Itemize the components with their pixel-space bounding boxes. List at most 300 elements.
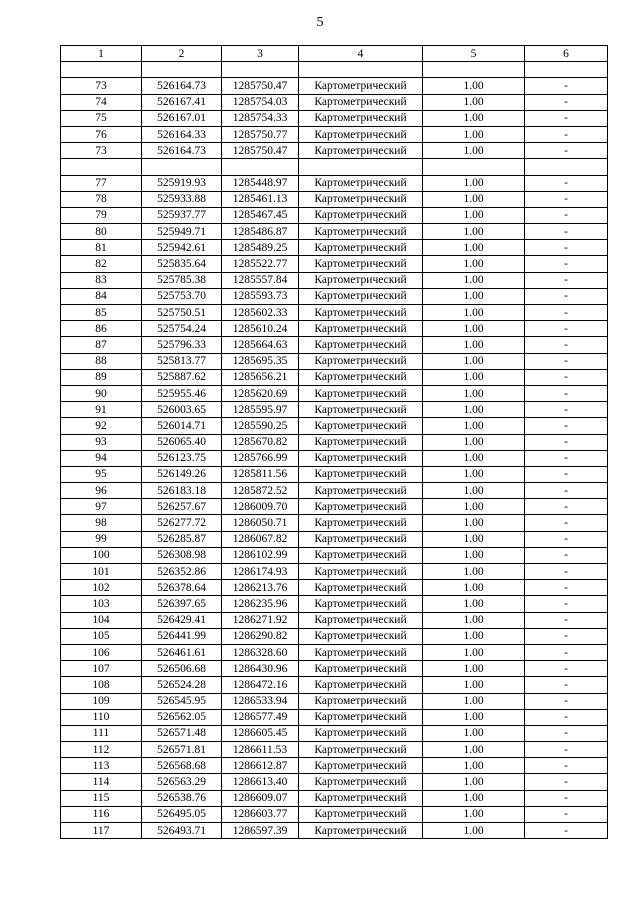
method-cell [299,159,423,175]
point-number-cell: 92 [61,418,142,434]
note-cell [525,159,608,175]
note-cell: - [525,256,608,272]
x-coordinate-cell: 526495.05 [142,806,222,822]
point-number-cell: 84 [61,288,142,304]
note-cell [525,62,608,78]
method-cell: Картометрический [299,434,423,450]
method-cell: Картометрический [299,790,423,806]
accuracy-cell: 1.00 [423,418,525,434]
accuracy-cell: 1.00 [423,385,525,401]
method-cell: Картометрический [299,742,423,758]
x-coordinate-cell: 526563.29 [142,774,222,790]
table-row [61,78,608,94]
y-coordinate-cell: 1285766.99 [222,450,299,466]
note-cell: - [525,143,608,159]
method-cell: Картометрический [299,709,423,725]
accuracy-cell: 1.00 [423,94,525,110]
y-coordinate-cell: 1286577.49 [222,709,299,725]
y-coordinate-cell: 1286609.07 [222,790,299,806]
y-coordinate-cell: 1285664.63 [222,337,299,353]
y-coordinate-cell [222,159,299,175]
header-cell: 6 [525,46,608,62]
table-row [61,191,608,207]
note-cell: - [525,272,608,288]
point-number-cell: 78 [61,191,142,207]
note-cell: - [525,434,608,450]
point-number-cell: 86 [61,321,142,337]
x-coordinate-cell: 526493.71 [142,823,222,839]
y-coordinate-cell: 1286613.40 [222,774,299,790]
method-cell: Картометрический [299,693,423,709]
point-number-cell: 94 [61,450,142,466]
note-cell: - [525,564,608,580]
table-row [61,256,608,272]
note-cell: - [525,78,608,94]
accuracy-cell: 1.00 [423,790,525,806]
y-coordinate-cell: 1286597.39 [222,823,299,839]
table-row [61,94,608,110]
note-cell: - [525,402,608,418]
note-cell: - [525,531,608,547]
point-number-cell: 76 [61,126,142,142]
table-row [61,547,608,563]
accuracy-cell: 1.00 [423,143,525,159]
method-cell: Картометрический [299,483,423,499]
note-cell: - [525,385,608,401]
x-coordinate-cell: 526571.48 [142,725,222,741]
y-coordinate-cell [222,62,299,78]
y-coordinate-cell: 1285872.52 [222,483,299,499]
table-row [61,321,608,337]
table-header-row [61,46,608,62]
accuracy-cell: 1.00 [423,207,525,223]
x-coordinate-cell: 525955.46 [142,385,222,401]
accuracy-cell: 1.00 [423,774,525,790]
y-coordinate-cell: 1285522.77 [222,256,299,272]
note-cell: - [525,758,608,774]
point-number-cell: 112 [61,742,142,758]
x-coordinate-cell: 526538.76 [142,790,222,806]
method-cell: Картометрический [299,806,423,822]
note-cell: - [525,126,608,142]
x-coordinate-cell: 526167.01 [142,110,222,126]
accuracy-cell: 1.00 [423,742,525,758]
y-coordinate-cell: 1285602.33 [222,305,299,321]
accuracy-cell: 1.00 [423,110,525,126]
y-coordinate-cell: 1286067.82 [222,531,299,547]
x-coordinate-cell: 526568.68 [142,758,222,774]
accuracy-cell: 1.00 [423,644,525,660]
x-coordinate-cell: 526308.98 [142,547,222,563]
point-number-cell: 109 [61,693,142,709]
method-cell: Картометрический [299,661,423,677]
y-coordinate-cell: 1285610.24 [222,321,299,337]
method-cell: Картометрический [299,450,423,466]
note-cell: - [525,110,608,126]
accuracy-cell: 1.00 [423,596,525,612]
table-row [61,580,608,596]
y-coordinate-cell: 1286290.82 [222,628,299,644]
point-number-cell: 90 [61,385,142,401]
table-row [61,564,608,580]
accuracy-cell: 1.00 [423,564,525,580]
point-number-cell: 97 [61,499,142,515]
x-coordinate-cell: 525933.88 [142,191,222,207]
method-cell: Картометрический [299,612,423,628]
y-coordinate-cell: 1286328.60 [222,644,299,660]
note-cell: - [525,450,608,466]
method-cell: Картометрический [299,499,423,515]
x-coordinate-cell: 526164.73 [142,78,222,94]
point-number-cell: 73 [61,143,142,159]
x-coordinate-cell: 526397.65 [142,596,222,612]
point-number-cell: 82 [61,256,142,272]
y-coordinate-cell: 1286102.99 [222,547,299,563]
table-row [61,790,608,806]
accuracy-cell: 1.00 [423,531,525,547]
method-cell: Картометрический [299,531,423,547]
method-cell: Картометрический [299,110,423,126]
y-coordinate-cell: 1285461.13 [222,191,299,207]
point-number-cell: 80 [61,224,142,240]
point-number-cell: 83 [61,272,142,288]
accuracy-cell [423,62,525,78]
y-coordinate-cell: 1286533.94 [222,693,299,709]
note-cell: - [525,369,608,385]
x-coordinate-cell: 526123.75 [142,450,222,466]
method-cell: Картометрический [299,240,423,256]
point-number-cell: 102 [61,580,142,596]
x-coordinate-cell: 526571.81 [142,742,222,758]
accuracy-cell: 1.00 [423,369,525,385]
point-number-cell: 117 [61,823,142,839]
accuracy-cell: 1.00 [423,823,525,839]
table-row [61,531,608,547]
point-number-cell: 88 [61,353,142,369]
note-cell: - [525,499,608,515]
header-cell: 3 [222,46,299,62]
x-coordinate-cell: 526429.41 [142,612,222,628]
accuracy-cell: 1.00 [423,402,525,418]
page-number: 5 [316,15,324,30]
accuracy-cell: 1.00 [423,466,525,482]
accuracy-cell: 1.00 [423,725,525,741]
note-cell: - [525,240,608,256]
x-coordinate-cell: 526461.61 [142,644,222,660]
table-row [61,385,608,401]
point-number-cell: 105 [61,628,142,644]
table-row [61,337,608,353]
accuracy-cell: 1.00 [423,677,525,693]
method-cell: Картометрический [299,175,423,191]
method-cell: Картометрический [299,353,423,369]
method-cell: Картометрический [299,823,423,839]
accuracy-cell: 1.00 [423,240,525,256]
table-row [61,709,608,725]
point-number-cell [61,159,142,175]
note-cell: - [525,612,608,628]
table-row [61,418,608,434]
table-row [61,693,608,709]
note-cell: - [525,693,608,709]
y-coordinate-cell: 1286050.71 [222,515,299,531]
table-row [61,466,608,482]
method-cell: Картометрический [299,515,423,531]
table-row [61,515,608,531]
table-row [61,159,608,175]
method-cell: Картометрический [299,126,423,142]
x-coordinate-cell: 526285.87 [142,531,222,547]
point-number-cell: 77 [61,175,142,191]
point-number-cell: 106 [61,644,142,660]
note-cell: - [525,644,608,660]
note-cell: - [525,580,608,596]
note-cell: - [525,742,608,758]
x-coordinate-cell: 525753.70 [142,288,222,304]
method-cell: Картометрический [299,628,423,644]
accuracy-cell [423,159,525,175]
table-row [61,175,608,191]
x-coordinate-cell: 526441.99 [142,628,222,644]
accuracy-cell: 1.00 [423,175,525,191]
note-cell: - [525,207,608,223]
y-coordinate-cell: 1285448.97 [222,175,299,191]
table-row [61,240,608,256]
table-row [61,774,608,790]
table-row [61,110,608,126]
table-row [61,644,608,660]
table-row [61,305,608,321]
x-coordinate-cell: 525835.64 [142,256,222,272]
accuracy-cell: 1.00 [423,191,525,207]
x-coordinate-cell: 525887.62 [142,369,222,385]
y-coordinate-cell: 1285750.47 [222,78,299,94]
point-number-cell: 116 [61,806,142,822]
point-number-cell: 75 [61,110,142,126]
point-number-cell: 100 [61,547,142,563]
table-row [61,353,608,369]
note-cell: - [525,774,608,790]
method-cell: Картометрический [299,191,423,207]
note-cell: - [525,661,608,677]
header-cell: 4 [299,46,423,62]
method-cell: Картометрический [299,305,423,321]
x-coordinate-cell: 525942.61 [142,240,222,256]
table-row [61,483,608,499]
point-number-cell: 115 [61,790,142,806]
y-coordinate-cell: 1285595.97 [222,402,299,418]
y-coordinate-cell: 1286235.96 [222,596,299,612]
x-coordinate-cell: 526164.73 [142,143,222,159]
y-coordinate-cell: 1285754.33 [222,110,299,126]
table-row [61,677,608,693]
method-cell: Картометрический [299,94,423,110]
table-row [61,402,608,418]
accuracy-cell: 1.00 [423,126,525,142]
method-cell: Картометрический [299,466,423,482]
y-coordinate-cell: 1285486.87 [222,224,299,240]
y-coordinate-cell: 1285590.25 [222,418,299,434]
note-cell: - [525,288,608,304]
method-cell: Картометрический [299,369,423,385]
note-cell: - [525,628,608,644]
header-cell: 1 [61,46,142,62]
point-number-cell [61,62,142,78]
y-coordinate-cell: 1286605.45 [222,725,299,741]
x-coordinate-cell: 526149.26 [142,466,222,482]
y-coordinate-cell: 1286611.53 [222,742,299,758]
accuracy-cell: 1.00 [423,337,525,353]
x-coordinate-cell: 525785.38 [142,272,222,288]
accuracy-cell: 1.00 [423,709,525,725]
point-number-cell: 96 [61,483,142,499]
accuracy-cell: 1.00 [423,321,525,337]
point-number-cell: 98 [61,515,142,531]
x-coordinate-cell: 526277.72 [142,515,222,531]
y-coordinate-cell: 1285750.77 [222,126,299,142]
accuracy-cell: 1.00 [423,483,525,499]
x-coordinate-cell: 526506.68 [142,661,222,677]
note-cell: - [525,596,608,612]
table-row [61,725,608,741]
accuracy-cell: 1.00 [423,806,525,822]
point-number-cell: 103 [61,596,142,612]
accuracy-cell: 1.00 [423,547,525,563]
method-cell: Картометрический [299,337,423,353]
x-coordinate-cell: 526257.67 [142,499,222,515]
table-row [61,661,608,677]
note-cell: - [525,790,608,806]
method-cell: Картометрический [299,564,423,580]
note-cell: - [525,677,608,693]
method-cell: Картометрический [299,256,423,272]
table-row [61,628,608,644]
method-cell: Картометрический [299,418,423,434]
x-coordinate-cell: 526524.28 [142,677,222,693]
x-coordinate-cell: 526562.05 [142,709,222,725]
accuracy-cell: 1.00 [423,272,525,288]
method-cell: Картометрический [299,725,423,741]
header-cell: 2 [142,46,222,62]
x-coordinate-cell: 526545.95 [142,693,222,709]
point-number-cell: 99 [61,531,142,547]
point-number-cell: 85 [61,305,142,321]
note-cell: - [525,224,608,240]
x-coordinate-cell: 525949.71 [142,224,222,240]
accuracy-cell: 1.00 [423,450,525,466]
note-cell: - [525,725,608,741]
note-cell: - [525,175,608,191]
point-number-cell: 74 [61,94,142,110]
y-coordinate-cell: 1285754.03 [222,94,299,110]
y-coordinate-cell: 1286472.16 [222,677,299,693]
method-cell: Картометрический [299,402,423,418]
method-cell: Картометрический [299,288,423,304]
accuracy-cell: 1.00 [423,224,525,240]
note-cell: - [525,466,608,482]
point-number-cell: 114 [61,774,142,790]
table-row [61,62,608,78]
accuracy-cell: 1.00 [423,305,525,321]
point-number-cell: 111 [61,725,142,741]
y-coordinate-cell: 1285489.25 [222,240,299,256]
x-coordinate-cell: 526378.64 [142,580,222,596]
accuracy-cell: 1.00 [423,434,525,450]
method-cell: Картометрический [299,596,423,612]
accuracy-cell: 1.00 [423,580,525,596]
note-cell: - [525,709,608,725]
point-number-cell: 91 [61,402,142,418]
point-number-cell: 89 [61,369,142,385]
x-coordinate-cell: 525754.24 [142,321,222,337]
table-row [61,369,608,385]
y-coordinate-cell: 1285620.69 [222,385,299,401]
y-coordinate-cell: 1286430.96 [222,661,299,677]
point-number-cell: 104 [61,612,142,628]
table-row [61,806,608,822]
table-row [61,612,608,628]
note-cell: - [525,191,608,207]
note-cell: - [525,305,608,321]
table-body [61,46,608,839]
note-cell: - [525,823,608,839]
x-coordinate-cell: 526014.71 [142,418,222,434]
header-cell: 5 [423,46,525,62]
y-coordinate-cell: 1286271.92 [222,612,299,628]
table-row [61,742,608,758]
x-coordinate-cell: 526183.18 [142,483,222,499]
point-number-cell: 87 [61,337,142,353]
table-row [61,207,608,223]
accuracy-cell: 1.00 [423,693,525,709]
accuracy-cell: 1.00 [423,628,525,644]
table-row [61,143,608,159]
point-number-cell: 95 [61,466,142,482]
y-coordinate-cell: 1285593.73 [222,288,299,304]
point-number-cell: 107 [61,661,142,677]
note-cell: - [525,547,608,563]
coordinates-table [60,45,608,839]
y-coordinate-cell: 1285695.35 [222,353,299,369]
point-number-cell: 81 [61,240,142,256]
method-cell: Картометрический [299,547,423,563]
accuracy-cell: 1.00 [423,78,525,94]
note-cell: - [525,337,608,353]
x-coordinate-cell: 525796.33 [142,337,222,353]
table-row [61,758,608,774]
method-cell [299,62,423,78]
x-coordinate-cell: 525750.51 [142,305,222,321]
x-coordinate-cell: 526167.41 [142,94,222,110]
x-coordinate-cell: 526065.40 [142,434,222,450]
accuracy-cell: 1.00 [423,499,525,515]
x-coordinate-cell [142,159,222,175]
x-coordinate-cell: 525813.77 [142,353,222,369]
note-cell: - [525,515,608,531]
accuracy-cell: 1.00 [423,515,525,531]
y-coordinate-cell: 1286603.77 [222,806,299,822]
x-coordinate-cell [142,62,222,78]
note-cell: - [525,321,608,337]
table-row [61,450,608,466]
accuracy-cell: 1.00 [423,661,525,677]
y-coordinate-cell: 1285467.45 [222,207,299,223]
point-number-cell: 108 [61,677,142,693]
table-row [61,823,608,839]
y-coordinate-cell: 1286009.70 [222,499,299,515]
table-row [61,288,608,304]
method-cell: Картометрический [299,677,423,693]
